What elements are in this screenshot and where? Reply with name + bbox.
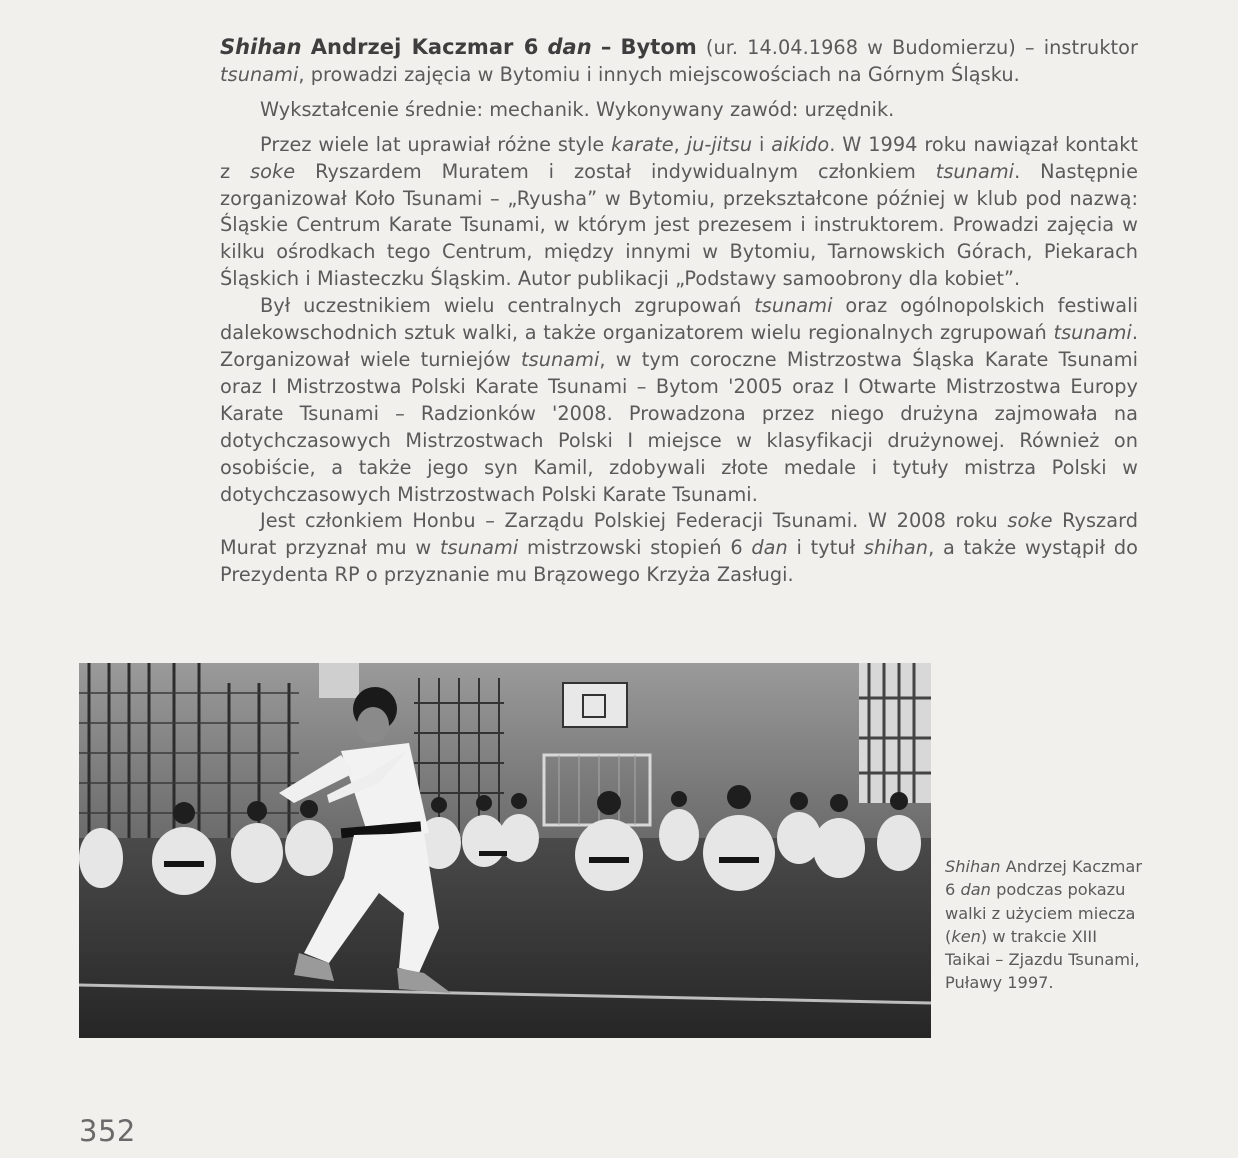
p3-jujitsu: ju-jitsu (686, 132, 753, 156)
caption-dan: dan (960, 880, 991, 900)
caption-ken: ken (951, 926, 981, 946)
p3-i: i (758, 132, 765, 156)
p5-text-b: Ryszard Murat przyznał mu w (220, 509, 1139, 560)
p3-text-d: . Następnie zorganizował Koło Tsunami – „Ryusha” w Bytomiu, przekształcone później w klub pod nazwą: Śląskie Centrum Karate Tsunami, w którym jest prezesem i instruktorem. Prowadzi zajęcia w kilku ośrodkach tego Centrum, między innymi w Bytomiu, Tarnowskich Górach, Piekarach Śląskich i Miasteczku Śląskim. Autor publikacji „Podstawy samoobrony dla kobiet”. (220, 159, 1138, 291)
intro-text: (ur. 14.04.1968 w Budomierzu) – instruktor (705, 36, 1138, 59)
biography-text (220, 34, 1138, 589)
paragraph-events (220, 293, 1138, 508)
p3-text-a: Przez wiele lat uprawiał różne style (260, 132, 605, 156)
title-shihan: Shihan (220, 35, 302, 59)
p3-soke: soke (250, 159, 296, 183)
photo-caption (945, 855, 1145, 995)
karate-demonstration-photo (79, 663, 931, 1038)
title-city: Bytom (620, 35, 697, 59)
title-dan: dan (547, 35, 592, 59)
intro-text-2: , prowadzi zajęcia w Bytomiu i innych miejscowościach na Górnym Śląsku. (298, 62, 1020, 86)
bio-heading-paragraph (220, 34, 1138, 89)
intro-tsunami: tsunami (220, 62, 299, 86)
p3-text-c: Ryszardem Muratem i został indywidualnym członkiem (315, 159, 916, 183)
p3-tsunami: tsunami (935, 159, 1015, 183)
p5-text-c: mistrzowski stopień 6 (527, 536, 743, 560)
p3-karate: karate (611, 132, 674, 156)
p3-aikido: aikido (771, 132, 830, 156)
title-separator: – (600, 35, 612, 59)
p5-soke: soke (1007, 509, 1053, 533)
p5-dan: dan (751, 536, 788, 560)
p4-tsunami-3: tsunami (521, 347, 600, 371)
photo-illustration (79, 663, 931, 1038)
p5-text-a: Jest członkiem Honbu – Zarządu Polskiej Federacji Tsunami. W 2008 roku (260, 509, 998, 533)
p4-text-c: . Zorganizował wiele turniejów (220, 321, 1139, 371)
caption-text-b: podczas pokazu walki z użyciem miecza ( (945, 880, 1136, 946)
p4-tsunami-2: tsunami (1053, 321, 1132, 345)
p4-tsunami-1: tsunami (754, 294, 833, 318)
p4-text-a: Był uczestnikiem wielu centralnych zgrupowań (260, 294, 742, 318)
p5-text-d: i tytuł (796, 536, 856, 560)
p5-tsunami: tsunami (439, 536, 519, 560)
p3-text-b: . W 1994 roku nawiązał kontakt z (220, 132, 1139, 183)
education-paragraph (220, 97, 1138, 124)
p5-shihan: shihan (863, 536, 929, 560)
paragraph-honbu (220, 508, 1138, 589)
paragraph-styles (220, 132, 1138, 293)
p4-text-d: , w tym coroczne Mistrzostwa Śląska Karate Tsunami oraz I Mistrzostwa Polski Karate Tsunami – Bytom '2005 oraz I Otwarte Mistrzostwa Europy Karate Tsunami – Radzionków '2008. Prowadzona przez niego drużyna zajmowała na dotychczasowych Mistrzostwach Polski I miejsce w klasyfikacji drużynowej. Również on osobiście, a także jego syn Kamil, zdobywali złote medale i tytuły mistrza Polski w dotychczasowych Mistrzostwach Polski Karate Tsunami. (220, 347, 1138, 506)
education-text: Wykształcenie średnie: mechanik. Wykonywany zawód: urzędnik. (260, 97, 895, 121)
p3-comma: , (673, 132, 680, 156)
p4-text-b: oraz ogólnopolskich festiwali dalekowschodnich sztuk walki, a także organizatorem wielu regionalnych zgrupowań (220, 294, 1138, 345)
p5-text-e: , a także wystąpił do Prezydenta RP o przyznanie mu Brązowego Krzyża Zasługi. (220, 536, 1138, 587)
page-number: 352 (79, 1114, 136, 1148)
title-name: Andrzej Kaczmar 6 (310, 35, 539, 59)
caption-text-c: ) w trakcie XIII Taikai – Zjazdu Tsunami, Puławy 1997. (945, 926, 1140, 993)
caption-shihan: Shihan (945, 857, 1001, 876)
caption-text-a: Andrzej Kaczmar 6 (945, 857, 1142, 900)
